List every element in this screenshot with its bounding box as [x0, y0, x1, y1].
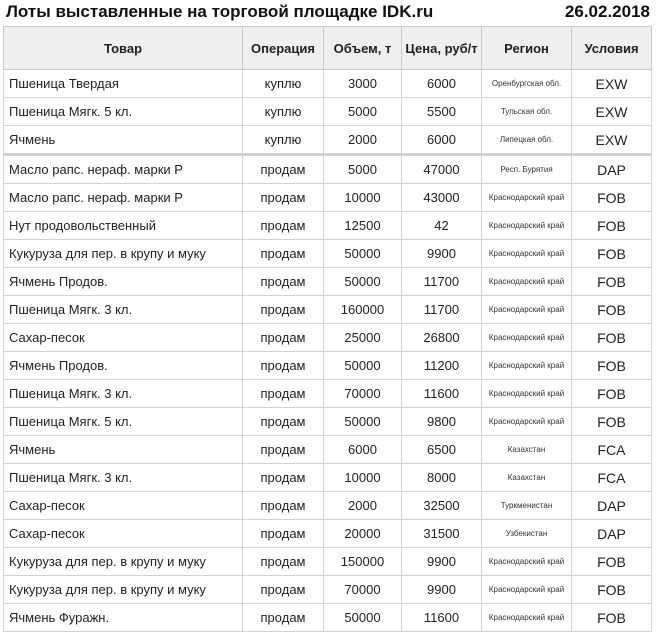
cell-product: Сахар-песок [4, 492, 243, 520]
cell-terms: DAP [572, 492, 652, 520]
table-row [4, 492, 652, 520]
cell-region: Краснодарский край [482, 212, 572, 240]
cell-terms: EXW [572, 70, 652, 98]
cell-volume: 50000 [324, 604, 402, 632]
cell-region: Оренбургская обл. [482, 70, 572, 98]
cell-terms: FOB [572, 296, 652, 324]
cell-product: Ячмень Продов. [4, 352, 243, 380]
table-row [4, 155, 652, 184]
cell-operation: куплю [243, 126, 324, 155]
cell-volume: 70000 [324, 380, 402, 408]
table-row [4, 604, 652, 632]
cell-terms: FOB [572, 184, 652, 212]
cell-operation: продам [243, 268, 324, 296]
cell-price: 26800 [402, 324, 482, 352]
cell-region: Казахстан [482, 436, 572, 464]
cell-region: Краснодарский край [482, 548, 572, 576]
cell-product: Пшеница Мягк. 5 кл. [4, 98, 243, 126]
cell-price: 43000 [402, 184, 482, 212]
cell-volume: 5000 [324, 155, 402, 184]
cell-volume: 50000 [324, 268, 402, 296]
cell-region: Липецкая обл. [482, 126, 572, 155]
table-row [4, 240, 652, 268]
cell-terms: FOB [572, 548, 652, 576]
cell-volume: 10000 [324, 464, 402, 492]
table-row [4, 408, 652, 436]
cell-region: Краснодарский край [482, 296, 572, 324]
cell-terms: EXW [572, 98, 652, 126]
cell-price: 8000 [402, 464, 482, 492]
cell-price: 9900 [402, 548, 482, 576]
table-row [4, 212, 652, 240]
cell-volume: 12500 [324, 212, 402, 240]
cell-operation: продам [243, 464, 324, 492]
cell-product: Масло рапс. нераф. марки Р [4, 184, 243, 212]
cell-terms: FOB [572, 352, 652, 380]
cell-product: Пшеница Мягк. 3 кл. [4, 380, 243, 408]
cell-product: Сахар-песок [4, 324, 243, 352]
table-row [4, 296, 652, 324]
cell-product: Ячмень [4, 126, 243, 155]
column-header-operation: Операция [243, 27, 324, 70]
cell-region: Туркменистан [482, 492, 572, 520]
cell-price: 9900 [402, 240, 482, 268]
cell-terms: FOB [572, 604, 652, 632]
cell-product: Ячмень Продов. [4, 268, 243, 296]
cell-price: 11700 [402, 296, 482, 324]
cell-price: 6500 [402, 436, 482, 464]
cell-price: 6000 [402, 126, 482, 155]
cell-price: 42 [402, 212, 482, 240]
cell-operation: продам [243, 380, 324, 408]
cell-terms: DAP [572, 155, 652, 184]
column-header-terms: Условия [572, 27, 652, 70]
cell-volume: 5000 [324, 98, 402, 126]
cell-product: Ячмень Фуражн. [4, 604, 243, 632]
lots-table [3, 26, 652, 632]
cell-operation: продам [243, 492, 324, 520]
cell-price: 11600 [402, 604, 482, 632]
cell-product: Нут продовольственный [4, 212, 243, 240]
cell-terms: DAP [572, 520, 652, 548]
cell-volume: 70000 [324, 576, 402, 604]
table-row [4, 380, 652, 408]
table-row [4, 126, 652, 155]
cell-product: Кукуруза для пер. в крупу и муку [4, 548, 243, 576]
cell-region: Краснодарский край [482, 408, 572, 436]
cell-region: Краснодарский край [482, 576, 572, 604]
cell-price: 32500 [402, 492, 482, 520]
cell-terms: FOB [572, 268, 652, 296]
cell-product: Кукуруза для пер. в крупу и муку [4, 240, 243, 268]
cell-volume: 2000 [324, 126, 402, 155]
cell-operation: продам [243, 576, 324, 604]
table-row [4, 576, 652, 604]
cell-operation: продам [243, 155, 324, 184]
table-row [4, 520, 652, 548]
table-row [4, 324, 652, 352]
cell-price: 11200 [402, 352, 482, 380]
cell-volume: 3000 [324, 70, 402, 98]
cell-price: 11700 [402, 268, 482, 296]
column-header-volume: Объем, т [324, 27, 402, 70]
cell-region: Краснодарский край [482, 240, 572, 268]
cell-volume: 6000 [324, 436, 402, 464]
cell-operation: куплю [243, 70, 324, 98]
table-row [4, 464, 652, 492]
cell-terms: FOB [572, 576, 652, 604]
cell-operation: продам [243, 212, 324, 240]
cell-operation: продам [243, 240, 324, 268]
table-row [4, 436, 652, 464]
cell-price: 47000 [402, 155, 482, 184]
cell-region: Казахстан [482, 464, 572, 492]
cell-price: 31500 [402, 520, 482, 548]
cell-volume: 2000 [324, 492, 402, 520]
report-date: 26.02.2018 [564, 2, 650, 21]
cell-region: Краснодарский край [482, 184, 572, 212]
cell-region: Краснодарский край [482, 324, 572, 352]
cell-volume: 50000 [324, 408, 402, 436]
cell-volume: 20000 [324, 520, 402, 548]
table-row [4, 268, 652, 296]
table-row [4, 70, 652, 98]
table-row [4, 548, 652, 576]
cell-terms: FOB [572, 324, 652, 352]
cell-operation: продам [243, 408, 324, 436]
cell-region: Краснодарский край [482, 352, 572, 380]
table-body [4, 70, 652, 632]
cell-operation: продам [243, 520, 324, 548]
cell-price: 11600 [402, 380, 482, 408]
cell-terms: FOB [572, 408, 652, 436]
table-header-row [4, 27, 652, 70]
column-header-product: Товар [4, 27, 243, 70]
column-header-price: Цена, руб/т [402, 27, 482, 70]
page-header [0, 0, 656, 26]
cell-terms: EXW [572, 126, 652, 155]
cell-terms: FCA [572, 436, 652, 464]
cell-terms: FCA [572, 464, 652, 492]
cell-operation: продам [243, 604, 324, 632]
cell-terms: FOB [572, 240, 652, 268]
cell-volume: 25000 [324, 324, 402, 352]
page-title: Лоты выставленные на торговой площадке IDK.ru [6, 2, 434, 21]
cell-price: 5500 [402, 98, 482, 126]
cell-terms: FOB [572, 380, 652, 408]
cell-product: Ячмень [4, 436, 243, 464]
cell-product: Пшеница Мягк. 5 кл. [4, 408, 243, 436]
cell-price: 9800 [402, 408, 482, 436]
cell-operation: продам [243, 548, 324, 576]
cell-region: Респ. Бурятия [482, 155, 572, 184]
cell-operation: продам [243, 184, 324, 212]
cell-product: Сахар-песок [4, 520, 243, 548]
cell-terms: FOB [572, 212, 652, 240]
cell-price: 6000 [402, 70, 482, 98]
cell-operation: продам [243, 436, 324, 464]
cell-volume: 150000 [324, 548, 402, 576]
table-row [4, 98, 652, 126]
cell-price: 9900 [402, 576, 482, 604]
column-header-region: Регион [482, 27, 572, 70]
cell-region: Узбекистан [482, 520, 572, 548]
cell-operation: куплю [243, 98, 324, 126]
cell-region: Тульская обл. [482, 98, 572, 126]
cell-product: Пшеница Мягк. 3 кл. [4, 464, 243, 492]
cell-volume: 50000 [324, 240, 402, 268]
cell-region: Краснодарский край [482, 380, 572, 408]
cell-product: Кукуруза для пер. в крупу и муку [4, 576, 243, 604]
cell-operation: продам [243, 324, 324, 352]
cell-operation: продам [243, 352, 324, 380]
cell-region: Краснодарский край [482, 268, 572, 296]
table-row [4, 184, 652, 212]
cell-product: Масло рапс. нераф. марки Р [4, 155, 243, 184]
cell-volume: 160000 [324, 296, 402, 324]
cell-product: Пшеница Мягк. 3 кл. [4, 296, 243, 324]
cell-region: Краснодарский край [482, 604, 572, 632]
cell-volume: 50000 [324, 352, 402, 380]
cell-operation: продам [243, 296, 324, 324]
cell-volume: 10000 [324, 184, 402, 212]
cell-product: Пшеница Твердая [4, 70, 243, 98]
table-row [4, 352, 652, 380]
